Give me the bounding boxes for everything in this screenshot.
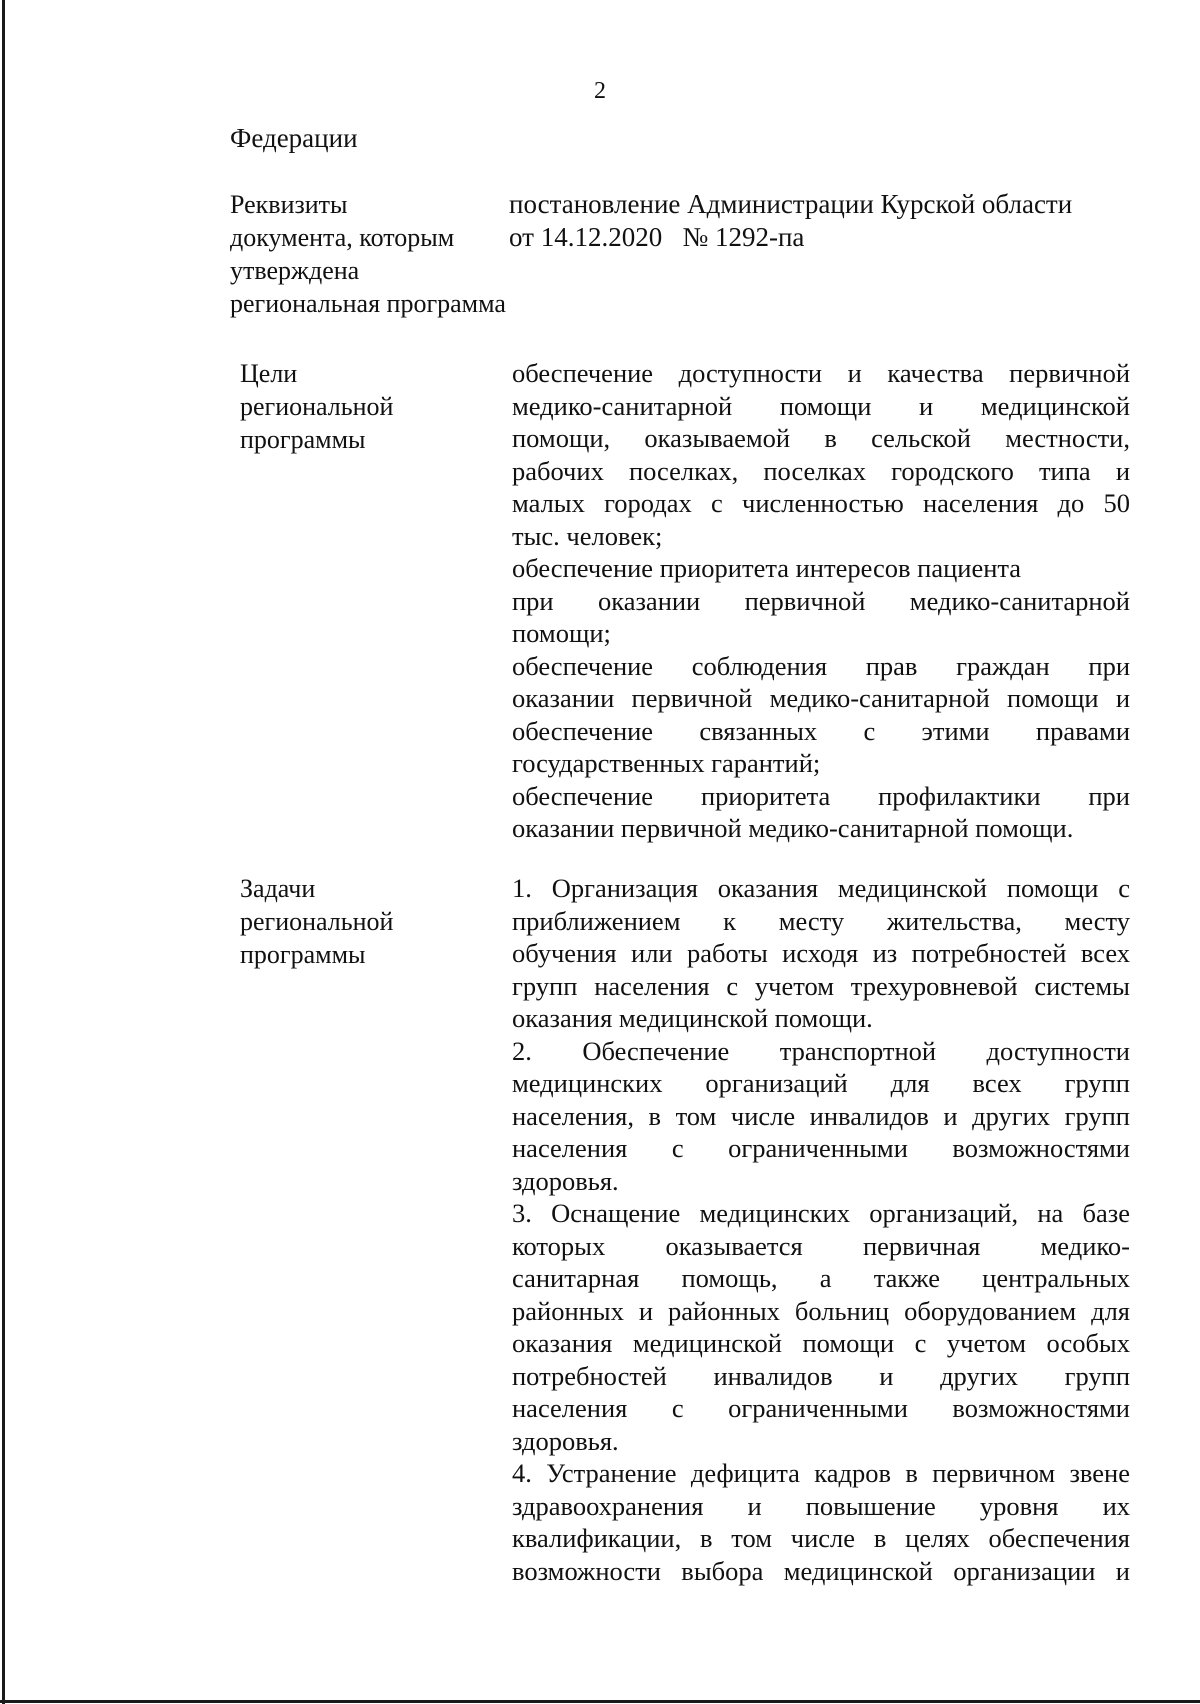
tasks-line: квалификации, в том числе в целях обеспечения [512,1523,1130,1553]
requisites-label [230,188,520,320]
goals-line: тыс. человек; [512,520,663,551]
goals-line: обеспечение связанных с этими правами [512,715,1130,746]
tasks-line: населения с ограниченными возможностями [512,1393,1130,1423]
goals-line: оказании первичной медико-санитарной помощи. [512,813,1074,843]
tasks-label-line: региональной [240,907,394,936]
goals-line: помощи, оказываемой в сельской местности, [512,423,1130,453]
tasks-line: обучения или работы исходя из потребностей всех [512,938,1130,968]
scan-bottom-border [0,1700,1200,1703]
goals-line: обеспечение приоритета профилактики при [512,780,1130,811]
tasks-line: районных и районных больниц оборудованием для [512,1295,1130,1326]
requisites-value-line: постановление Администрации Курской области [509,189,1073,219]
tasks-line: оказания медицинской помощи. [512,1003,873,1033]
tasks-line: 4. Устранение дефицита кадров в первичном звене [512,1458,1130,1488]
tasks-line: 3. Оснащение медицинских организаций, на базе [512,1198,1130,1228]
tasks-label [240,872,500,971]
page-number: 2 [594,78,606,104]
goals-line: обеспечение приоритета интересов пациента [512,553,1022,583]
goals-line: рабочих поселках, поселках городского типа и [512,455,1130,486]
continuation-text: Федерации [230,123,358,153]
tasks-line: здоровья. [512,1425,619,1456]
goals-line: медико-санитарной помощи и медицинской [512,390,1130,421]
tasks-line: 2. Обеспечение транспортной доступности [512,1035,1130,1066]
tasks-line: населения с ограниченными возможностями [512,1133,1130,1163]
goals-text [512,357,1130,845]
goals-line: помощи; [512,618,611,648]
requisites-value [509,188,1129,254]
tasks-line: 1. Организация оказания медицинской помощи с [512,873,1130,903]
tasks-line: здравоохранения и повышение уровня их [512,1490,1130,1521]
tasks-line: которых оказывается первичная медико- [512,1230,1130,1261]
tasks-line: возможности выбора медицинской организации и [512,1555,1130,1586]
goals-line: при оказании первичной медико-санитарной [512,585,1130,616]
tasks-line: оказания медицинской помощи с учетом особых [512,1328,1130,1358]
goals-line: обеспечение соблюдения прав граждан при [512,650,1130,681]
goals-line: малых городах с численностью населения до 50 [512,488,1130,518]
requisites-value-line: от 14.12.2020 № 1292-па [509,222,805,252]
goals-line: обеспечение доступности и качества первичной [512,358,1130,388]
tasks-line: здоровья. [512,1165,619,1196]
requisites-label-line: региональная программа [230,289,506,318]
goals-label [240,357,500,456]
goals-label-line: Цели [240,359,298,388]
tasks-text [512,872,1130,1587]
tasks-line: санитарная помощь, а также центральных [512,1263,1130,1293]
requisites-label-line: документа, которым [230,223,455,252]
tasks-line: населения, в том числе инвалидов и других групп [512,1100,1130,1131]
goals-label-line: региональной [240,392,394,421]
requisites-label-line: Реквизиты [230,190,348,219]
tasks-line: групп населения с учетом трехуровневой системы [512,970,1130,1001]
goals-line: оказании первичной медико-санитарной помощи и [512,683,1130,713]
scan-left-border [2,0,5,1704]
tasks-line: медицинских организаций для всех групп [512,1068,1130,1098]
goals-line: государственных гарантий; [512,748,821,778]
tasks-label-line: программы [240,940,366,969]
tasks-label-line: Задачи [240,874,316,903]
requisites-label-line: утверждена [230,256,360,285]
goals-label-line: программы [240,425,366,454]
tasks-line: потребностей инвалидов и других групп [512,1360,1130,1391]
tasks-line: приближением к месту жительства, месту [512,905,1130,936]
